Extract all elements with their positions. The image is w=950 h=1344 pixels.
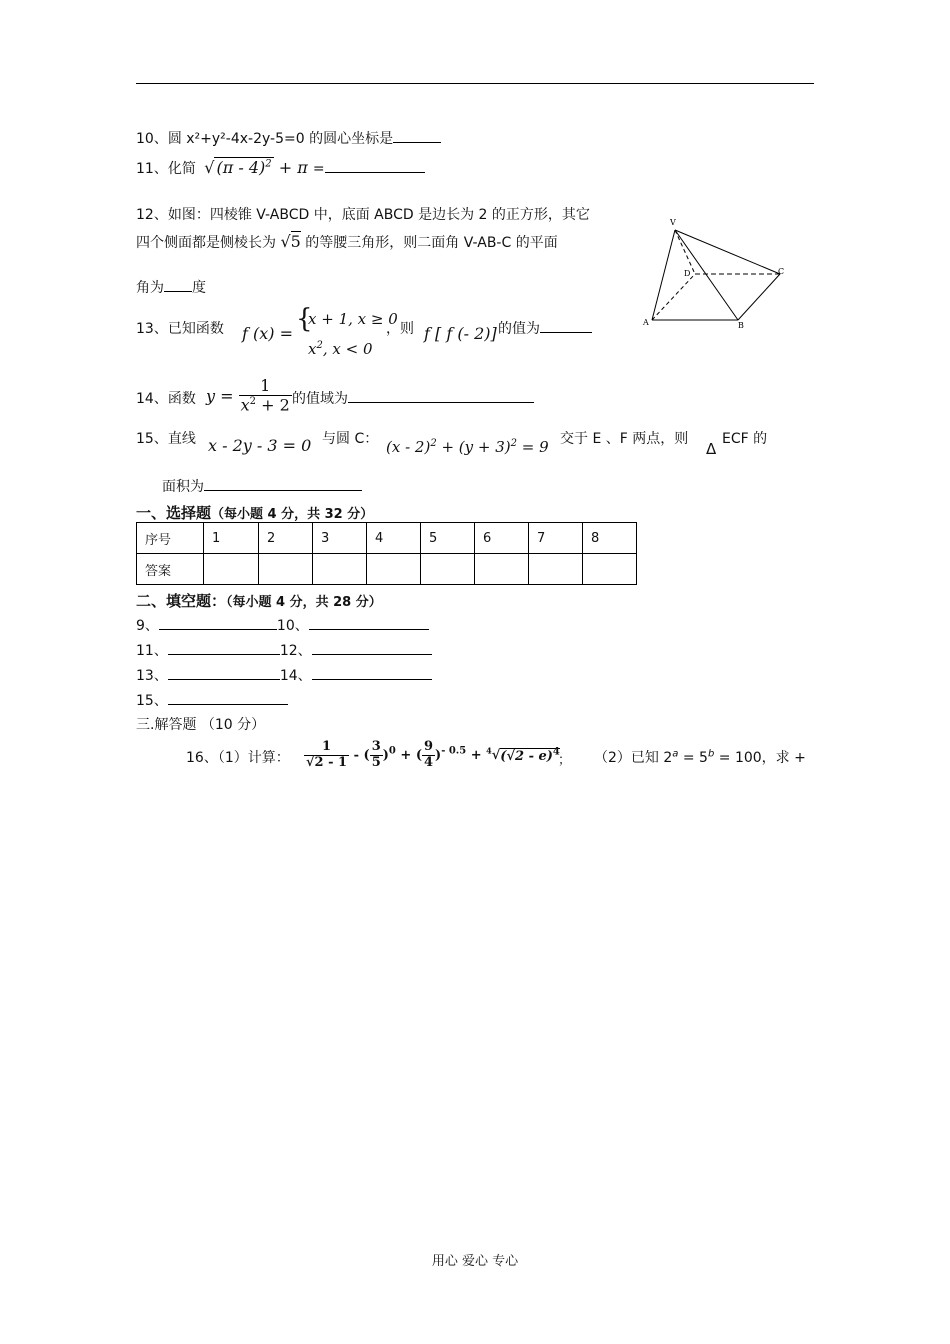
question-10 [136,128,441,148]
label-d: D [684,269,691,278]
page-footer: 用心 爱心 专心 [431,1254,519,1269]
pyramid-figure [640,212,790,332]
table-row [137,554,637,585]
answer-blank [312,665,432,680]
q12-line2: 四个侧面都是侧棱长为 √5 的等腰三角形，则二面角 V-AB-C 的平面 [136,232,558,251]
fill-row-15: 15、 [136,690,288,710]
answer-blank [348,388,534,403]
table-cell: 6 [475,523,529,554]
answer-blank [309,615,429,630]
radical-icon: √ [491,747,501,763]
label-b: B [738,321,744,330]
label-v: V [670,218,676,227]
q13-case2: $x^2$, x < 0 [308,340,373,358]
q13-case1: x + 1, x ≥ 0 [308,310,398,328]
q16-semicolon: ； [558,753,572,768]
q15-label: 15、直线 [136,431,196,447]
brace-icon: { [296,304,313,334]
q15-mid2: 交于 E 、F 两点，则 [560,431,689,447]
answer-table [136,522,637,585]
section2-heading: 二、填空题：（每小题 4 分，共 28 分） [136,592,382,610]
section3-heading: 三.解答题 （10 分） [136,717,266,733]
q10-text: 10、圆 x²+y²-4x-2y-5=0 的圆心坐标是 [136,131,394,147]
answer-blank [159,615,277,630]
table-cell: 4 [367,523,421,554]
answer-blank [164,277,192,292]
q13-label: 13、已知函数 [136,321,224,337]
fill-row-11-12: 11、 12、 [136,640,432,660]
answer-cell[interactable] [313,554,367,585]
table-row [137,523,637,554]
answer-cell[interactable] [475,554,529,585]
answer-blank [168,665,280,680]
q15-line: x - 2y - 3 = 0 [208,436,312,455]
answer-blank [393,128,441,143]
q13-ffx: f [ f (- 2)] [424,324,497,343]
sqrt-five: √5 [280,232,301,251]
q15-mid: 与圆 C： [322,431,379,447]
section1-heading: 一、选择题（每小题 4 分，共 32 分） [136,504,374,522]
table-cell: 5 [421,523,475,554]
q16-part2: （2）已知 $2^a = 5^b = 100$，求 + [594,748,806,766]
q13-tail: 的值为 [498,318,592,338]
answer-blank [168,690,288,705]
q15-circle: $(x - 2)^2 + (y + 3)^2 = 9$ [386,438,549,456]
q14-expression: y = $\frac{1}{x^2 + 2}$ [206,376,290,415]
question-11: 11、化简 √ (π - 4)$^2$ + π = [136,158,425,178]
answer-blank [540,318,592,333]
table-cell: 1 [204,523,259,554]
q14-tail: 的值域为 [292,388,534,408]
q11-label: 11、化简 [136,161,196,177]
q15-line2: 面积为 [162,476,362,496]
q13-fx: f (x) = [242,324,294,343]
q16-expression: $\frac{1}{√2 - 1}$ - ( $\frac{3}{5}$ )$^0$ + ( $\frac{9}{4}$ )$^{- 0.5}$ + $^4$√(√2 - e)$^4$ [306,739,560,770]
q12-line1: 12、如图：四棱锥 V-ABCD 中，底面 ABCD 是边长为 2 的正方形，其它 [136,207,590,223]
delta-icon: Δ [706,440,717,458]
q16-label: 16、（1）计算： [186,750,290,766]
table-cell: 2 [259,523,313,554]
q15-ecf: ECF 的 [722,431,768,447]
answer-cell[interactable] [204,554,259,585]
answer-cell[interactable] [367,554,421,585]
table-cell: 8 [583,523,637,554]
header-rule [136,83,814,84]
fill-row-9-10: 9、 10、 [136,615,429,635]
q13-mid: ，则 [386,321,414,337]
answer-blank [204,476,362,491]
label-a: A [643,318,649,327]
answer-blank [168,640,280,655]
q14-label: 14、函数 [136,391,196,407]
answer-cell[interactable] [421,554,475,585]
answer-blank [325,158,425,173]
answer-blank [312,640,432,655]
q11-expression: √ (π - 4)$^2$ + π [204,158,308,177]
table-cell: 答案 [137,554,204,585]
table-cell: 序号 [137,523,204,554]
answer-cell[interactable] [259,554,313,585]
q12-line3: 角为 度 [136,277,206,297]
table-cell: 7 [529,523,583,554]
fill-row-13-14: 13、 14、 [136,665,432,685]
table-cell: 3 [313,523,367,554]
answer-cell[interactable] [583,554,637,585]
sqrt-icon: √ [204,158,215,177]
label-c: C [778,267,785,276]
answer-cell[interactable] [529,554,583,585]
